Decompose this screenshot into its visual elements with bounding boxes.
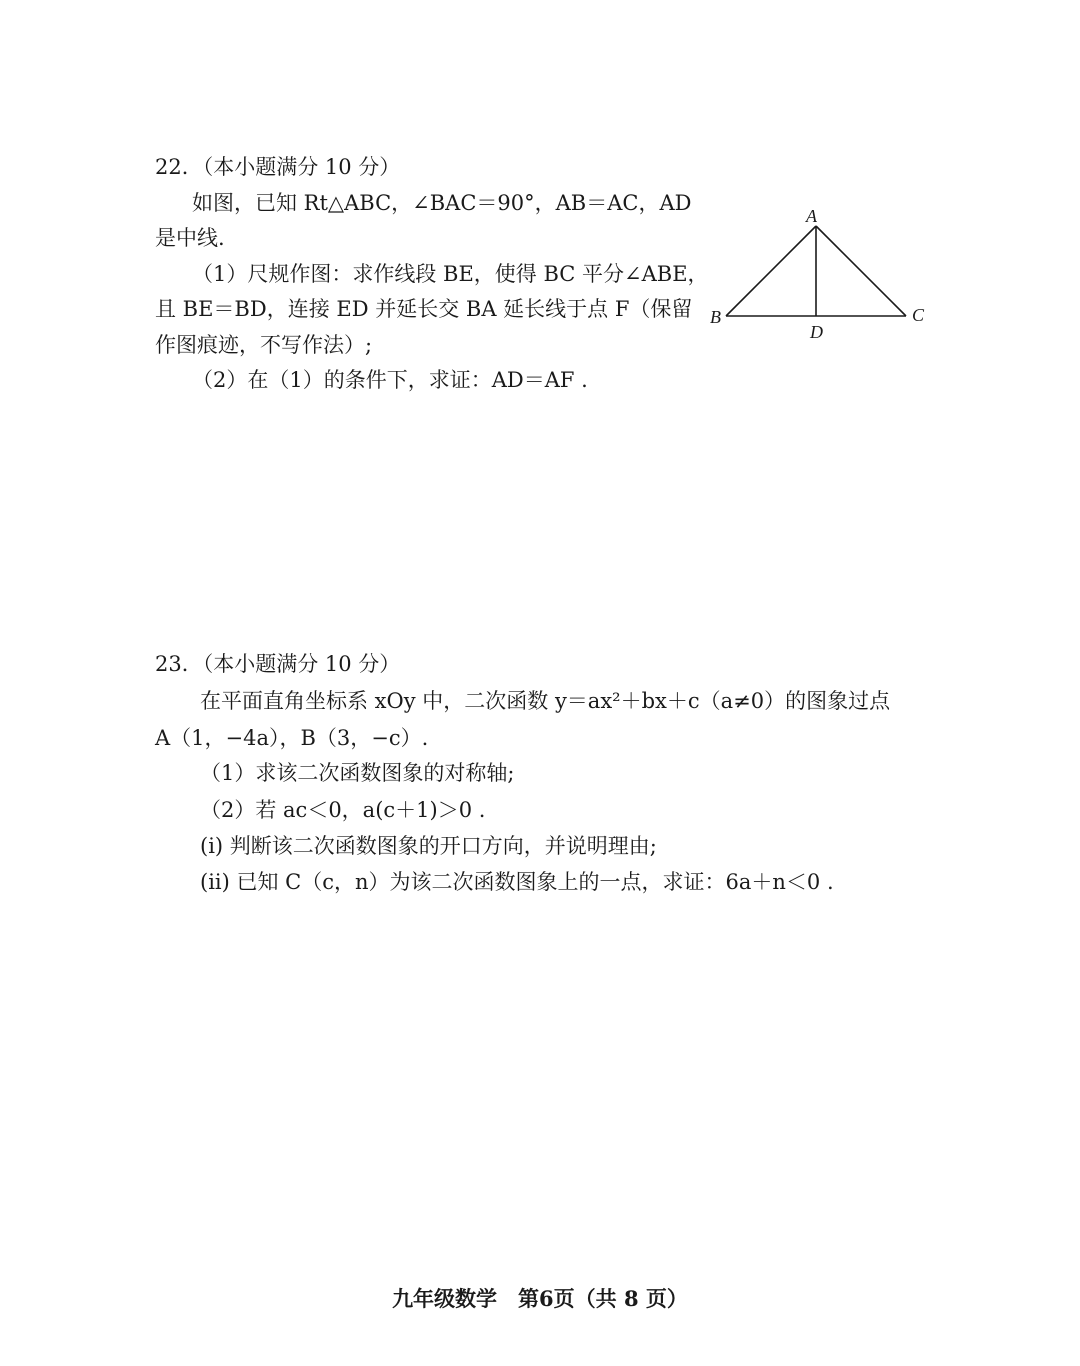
- q22-line-2: 是中线.: [155, 226, 225, 250]
- q23-line-4: （2）若 ac＜0，a(c＋1)＞0 .: [200, 798, 486, 822]
- q22-line-6: （2）在（1）的条件下，求证：AD＝AF .: [192, 368, 588, 392]
- page-footer: 九年级数学 第6页（共 8 页）: [392, 1286, 688, 1311]
- q23-line-1: 在平面直角坐标系 xOy 中，二次函数 y＝ax²＋bx＋c（a≠0）的图象过点: [200, 689, 891, 713]
- label-b: B: [710, 307, 721, 327]
- q23-line-6: (ii) 已知 C（c，n）为该二次函数图象上的一点，求证：6a＋n＜0 .: [200, 870, 834, 894]
- q23-line-3: （1）求该二次函数图象的对称轴;: [200, 761, 515, 785]
- label-d: D: [810, 322, 823, 342]
- q23-header: 23．（本小题满分 10 分）: [155, 652, 401, 676]
- label-c: C: [912, 305, 925, 325]
- q22-line-4: 且 BE＝BD，连接 ED 并延长交 BA 延长线于点 F（保留: [155, 297, 693, 321]
- q22-line-1: 如图，已知 Rt△ABC，∠BAC＝90°，AB＝AC，AD: [192, 191, 692, 215]
- q22-line-5: 作图痕迹，不写作法）;: [155, 333, 373, 357]
- q23-line-5: (i) 判断该二次函数图象的开口方向，并说明理由;: [200, 834, 657, 858]
- label-a: A: [806, 206, 817, 226]
- q22-line-3: （1）尺规作图：求作线段 BE，使得 BC 平分∠ABE，: [192, 262, 709, 286]
- q22-header: 22．（本小题满分 10 分）: [155, 155, 401, 179]
- q23-line-2: A（1，−4a），B（3，−c）.: [155, 726, 429, 750]
- segment-ac: [816, 226, 906, 316]
- segment-ab: [726, 226, 816, 316]
